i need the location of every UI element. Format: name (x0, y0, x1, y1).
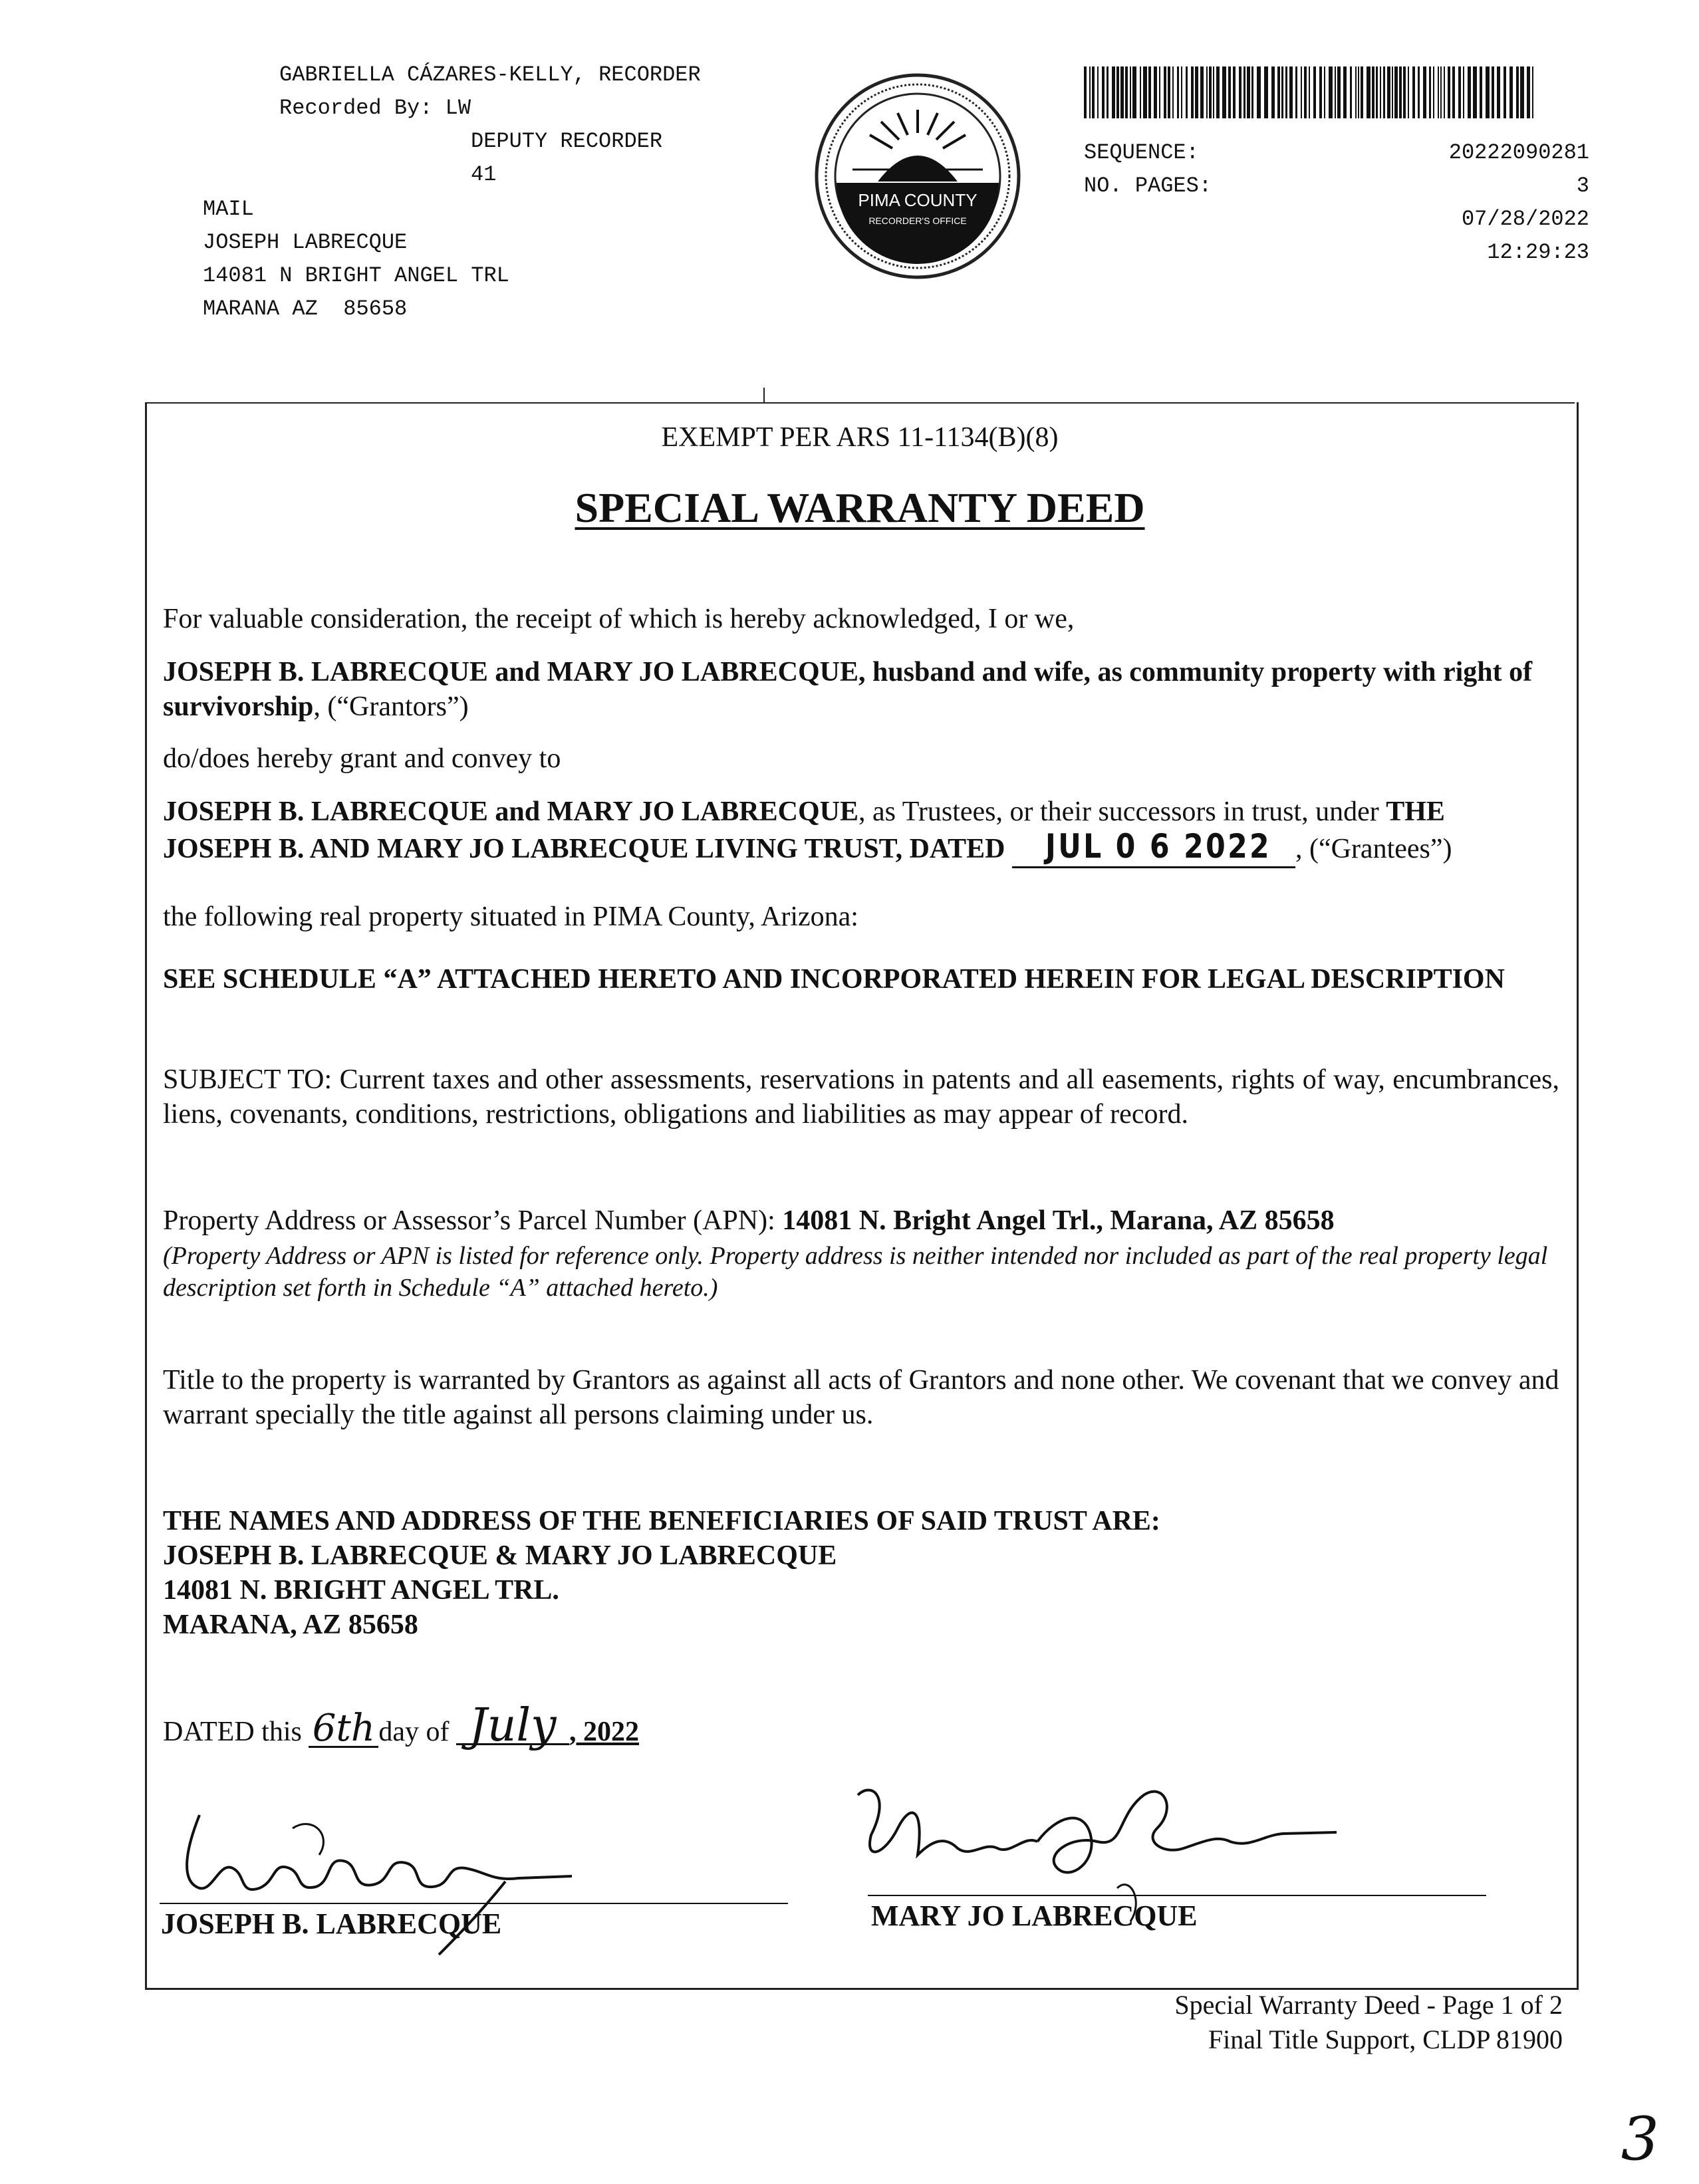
recording-time: 12:29:23 (1487, 240, 1589, 265)
barcode-bar (1444, 66, 1445, 118)
barcode-bar (1355, 66, 1357, 118)
grantors-paragraph (163, 655, 1559, 724)
barcode-bar (1107, 66, 1109, 118)
pages-label: NO. PAGES: (1084, 174, 1212, 198)
recorded-by-value: LW (445, 96, 471, 120)
barcode-bar (1247, 66, 1250, 118)
barcode-bar (1520, 66, 1524, 118)
barcode-bar (1433, 66, 1434, 118)
barcode-bar (1116, 66, 1119, 118)
barcode-bar (1350, 66, 1352, 118)
barcode-bar (1233, 66, 1236, 118)
pages-value: 3 (1576, 174, 1589, 198)
barcode-bar (1480, 66, 1482, 118)
trust-date-blank (1012, 829, 1295, 868)
barcode-bar (1148, 66, 1151, 118)
barcode-bar (1289, 66, 1293, 118)
barcode-bar (1337, 66, 1341, 118)
barcode-bar (1358, 66, 1359, 118)
dated-mid: day of (378, 1717, 456, 1747)
barcode-bar (1516, 66, 1519, 118)
barcode-bar (1206, 66, 1208, 118)
barcode-bar (1492, 66, 1494, 118)
recorder-block (279, 59, 701, 191)
barcode-bar (1301, 66, 1302, 118)
barcode-bar (1243, 66, 1245, 118)
mail-name: JOSEPH LABRECQUE (203, 230, 408, 255)
barcode-bar (1172, 66, 1174, 118)
barcode-bar (1277, 66, 1280, 118)
barcode-bar (1486, 66, 1490, 118)
property-note: (Property Address or APN is listed for reference only. Property address is neither intended nor included as part of the real property legal description set forth in Schedule “A” attached hereto.) (163, 1242, 1548, 1302)
barcode-bar (1399, 66, 1402, 118)
barcode-bar (1335, 66, 1336, 118)
footer-page-label: Special Warranty Deed - Page 1 of 2 (1174, 1990, 1563, 2020)
barcode-bar (1132, 66, 1136, 118)
barcode-bar (1313, 66, 1316, 118)
recording-info (1084, 136, 1589, 269)
barcode-bar (1324, 66, 1325, 118)
barcode-bar (1257, 66, 1261, 118)
barcode-bar (1177, 66, 1179, 118)
grantors-label: , (“Grantors”) (313, 691, 469, 722)
barcode-bar (1092, 66, 1095, 118)
barcode-bar (1304, 66, 1307, 118)
deed-frame (145, 402, 1579, 1990)
barcode-bar (1497, 66, 1500, 118)
barcode-bar (1084, 66, 1087, 118)
grantees-paragraph (163, 794, 1559, 868)
barcode-bar (1181, 66, 1182, 118)
barcode-bar (1412, 66, 1415, 118)
barcode-bar (1387, 66, 1390, 118)
barcode-bar (1463, 66, 1464, 118)
property-situated-text: the following real property situated in PIMA County, Arizona: (163, 902, 858, 932)
county-seal (811, 70, 1024, 283)
deed-top-tick (763, 388, 765, 402)
deed-title: SPECIAL WARRANTY DEED (575, 484, 1145, 531)
barcode-bar (1367, 66, 1371, 118)
recorded-by-row (279, 92, 701, 125)
barcode-bar (1361, 66, 1363, 118)
barcode-bar (1112, 66, 1115, 118)
seal-icon (811, 70, 1024, 283)
barcode-bar (1448, 66, 1450, 118)
property-address-label: Property Address or Assessor’s Parcel Number (APN): (163, 1205, 783, 1236)
barcode (1084, 66, 1536, 118)
deputy-number: 41 (471, 162, 497, 187)
barcode-bar (1195, 66, 1198, 118)
grantees-label: , (“Grantees”) (1295, 834, 1452, 864)
barcode-bar (1473, 66, 1477, 118)
barcode-bar (1102, 66, 1105, 118)
barcode-bar (1372, 66, 1374, 118)
barcode-bar (1509, 66, 1513, 118)
sequence-value: 20222090281 (1448, 140, 1589, 165)
barcode-bar (1309, 66, 1310, 118)
barcode-bar (1168, 66, 1170, 118)
barcode-bar (1200, 66, 1204, 118)
exempt-notice: EXEMPT PER ARS 11-1134(B)(8) (661, 422, 1059, 453)
grantees-names: JOSEPH B. LABRECQUE and MARY JO LABRECQUE (163, 796, 858, 827)
pages-row (1084, 170, 1589, 203)
barcode-bar (1143, 66, 1147, 118)
dated-line (163, 1699, 1559, 1752)
barcode-bar (1209, 66, 1212, 118)
barcode-bar (1285, 66, 1287, 118)
signer-joseph-name: JOSEPH B. LABRECQUE (161, 1907, 502, 1940)
sequence-label: SEQUENCE: (1084, 140, 1199, 165)
barcode-bar (1191, 66, 1194, 118)
sequence-row (1084, 136, 1589, 170)
signer-mary-name: MARY JO LABRECQUE (871, 1899, 1198, 1932)
barcode-bar (1468, 66, 1471, 118)
barcode-bar (1164, 66, 1166, 118)
barcode-bar (1429, 66, 1431, 118)
barcode-bar (1527, 66, 1530, 118)
barcode-bar (1120, 66, 1124, 118)
barcode-bar (1343, 66, 1347, 118)
beneficiaries-street: 14081 N. BRIGHT ANGEL TRL. (163, 1575, 559, 1606)
barcode-bar (1403, 66, 1406, 118)
barcode-bar (1140, 66, 1141, 118)
signature-line-mary (868, 1895, 1486, 1896)
recording-date: 07/28/2022 (1461, 207, 1589, 231)
handwritten-page-number: 3 (1621, 2104, 1659, 2174)
seal-line2: RECORDER'S OFFICE (868, 215, 967, 226)
warranty-text: Title to the property is warranted by Grantors as against all acts of Grantors and none other. We covenant that we convey and warrant specially the title against all persons claiming under us. (163, 1365, 1559, 1430)
recorder-name: GABRIELLA CÁZARES-KELLY, RECORDER (279, 62, 701, 87)
barcode-bar (1281, 66, 1283, 118)
barcode-bar (1228, 66, 1231, 118)
mail-street: 14081 N BRIGHT ANGEL TRL (203, 263, 509, 288)
barcode-bar (1125, 66, 1128, 118)
barcode-bar (1329, 66, 1333, 118)
barcode-bar (1438, 66, 1439, 118)
barcode-bar (1440, 66, 1442, 118)
barcode-bar (1394, 66, 1398, 118)
barcode-bar (1130, 66, 1131, 118)
recorded-by-label: Recorded By: (279, 96, 433, 120)
barcode-bar (1423, 66, 1426, 118)
mail-city: MARANA AZ 85658 (203, 297, 408, 321)
deputy-title: DEPUTY RECORDER (471, 129, 663, 154)
barcode-icon (1084, 66, 1536, 118)
mail-label: MAIL (203, 197, 254, 221)
barcode-bar (1271, 66, 1275, 118)
barcode-bar (1186, 66, 1188, 118)
beneficiaries-city: MARANA, AZ 85658 (163, 1610, 418, 1640)
barcode-bar (1251, 66, 1253, 118)
barcode-bar (1159, 66, 1160, 118)
consideration-text: For valuable consideration, the receipt of which is hereby acknowledged, I or we, (163, 604, 1075, 634)
barcode-bar (1503, 66, 1506, 118)
footer-support: Final Title Support, CLDP 81900 (1208, 2024, 1563, 2054)
barcode-bar (1458, 66, 1461, 118)
barcode-bar (1418, 66, 1420, 118)
barcode-bar (1392, 66, 1393, 118)
barcode-bar (1408, 66, 1409, 118)
page-footer (1174, 1988, 1563, 2057)
barcode-bar (1216, 66, 1220, 118)
barcode-bar (1532, 66, 1533, 118)
barcode-bar (1097, 66, 1099, 118)
grant-convey-text: do/does hereby grant and convey to (163, 743, 561, 774)
grantors-names: JOSEPH B. LABRECQUE and MARY JO LABRECQUE, husband and wife, as community property with right of survivorship (163, 657, 1533, 722)
dated-month: July (456, 1709, 569, 1745)
barcode-bar (1213, 66, 1214, 118)
barcode-bar (1376, 66, 1378, 118)
mail-address-block (203, 193, 509, 326)
trust-date-stamp: JUL 0 6 2022 (1045, 827, 1271, 866)
barcode-bar (1319, 66, 1322, 118)
property-address-row (163, 1203, 1559, 1238)
barcode-bar (1222, 66, 1226, 118)
barcode-bar (1154, 66, 1157, 118)
barcode-bar (1264, 66, 1268, 118)
dated-prefix: DATED this (163, 1717, 309, 1747)
barcode-bar (1239, 66, 1242, 118)
barcode-bar (1089, 66, 1091, 118)
deed-top-rule (145, 402, 1575, 404)
property-address-value: 14081 N. Bright Angel Trl., Marana, AZ 85658 (782, 1205, 1335, 1236)
trust-name: THE JOSEPH B. AND MARY JO LABRECQUE LIVING TRUST, DATED (163, 796, 1445, 864)
barcode-bar (1452, 66, 1455, 118)
barcode-bar (1295, 66, 1297, 118)
barcode-bar (1383, 66, 1385, 118)
subject-to-text: SUBJECT TO: Current taxes and other assessments, reservations in patents and all easements, rights of way, encumbrances, liens, covenants, conditions, restrictions, obligations and liabilities as may appear of record. (163, 1064, 1559, 1130)
dated-day: 6th (309, 1711, 378, 1748)
beneficiaries-names: JOSEPH B. LABRECQUE & MARY JO LABRECQUE (163, 1540, 837, 1571)
seal-line1: PIMA COUNTY (858, 190, 978, 210)
schedule-a-reference: SEE SCHEDULE “A” ATTACHED HERETO AND INCORPORATED HEREIN FOR LEGAL DESCRIPTION (163, 964, 1505, 995)
grantees-trustee-text: , as Trustees, or their successors in trust, under (858, 796, 1386, 827)
signature-line-joseph (160, 1903, 788, 1904)
dated-year: , 2022 (569, 1717, 639, 1747)
barcode-bar (1380, 66, 1381, 118)
beneficiaries-heading: THE NAMES AND ADDRESS OF THE BENEFICIARIES OF SAID TRUST ARE: (163, 1506, 1160, 1536)
